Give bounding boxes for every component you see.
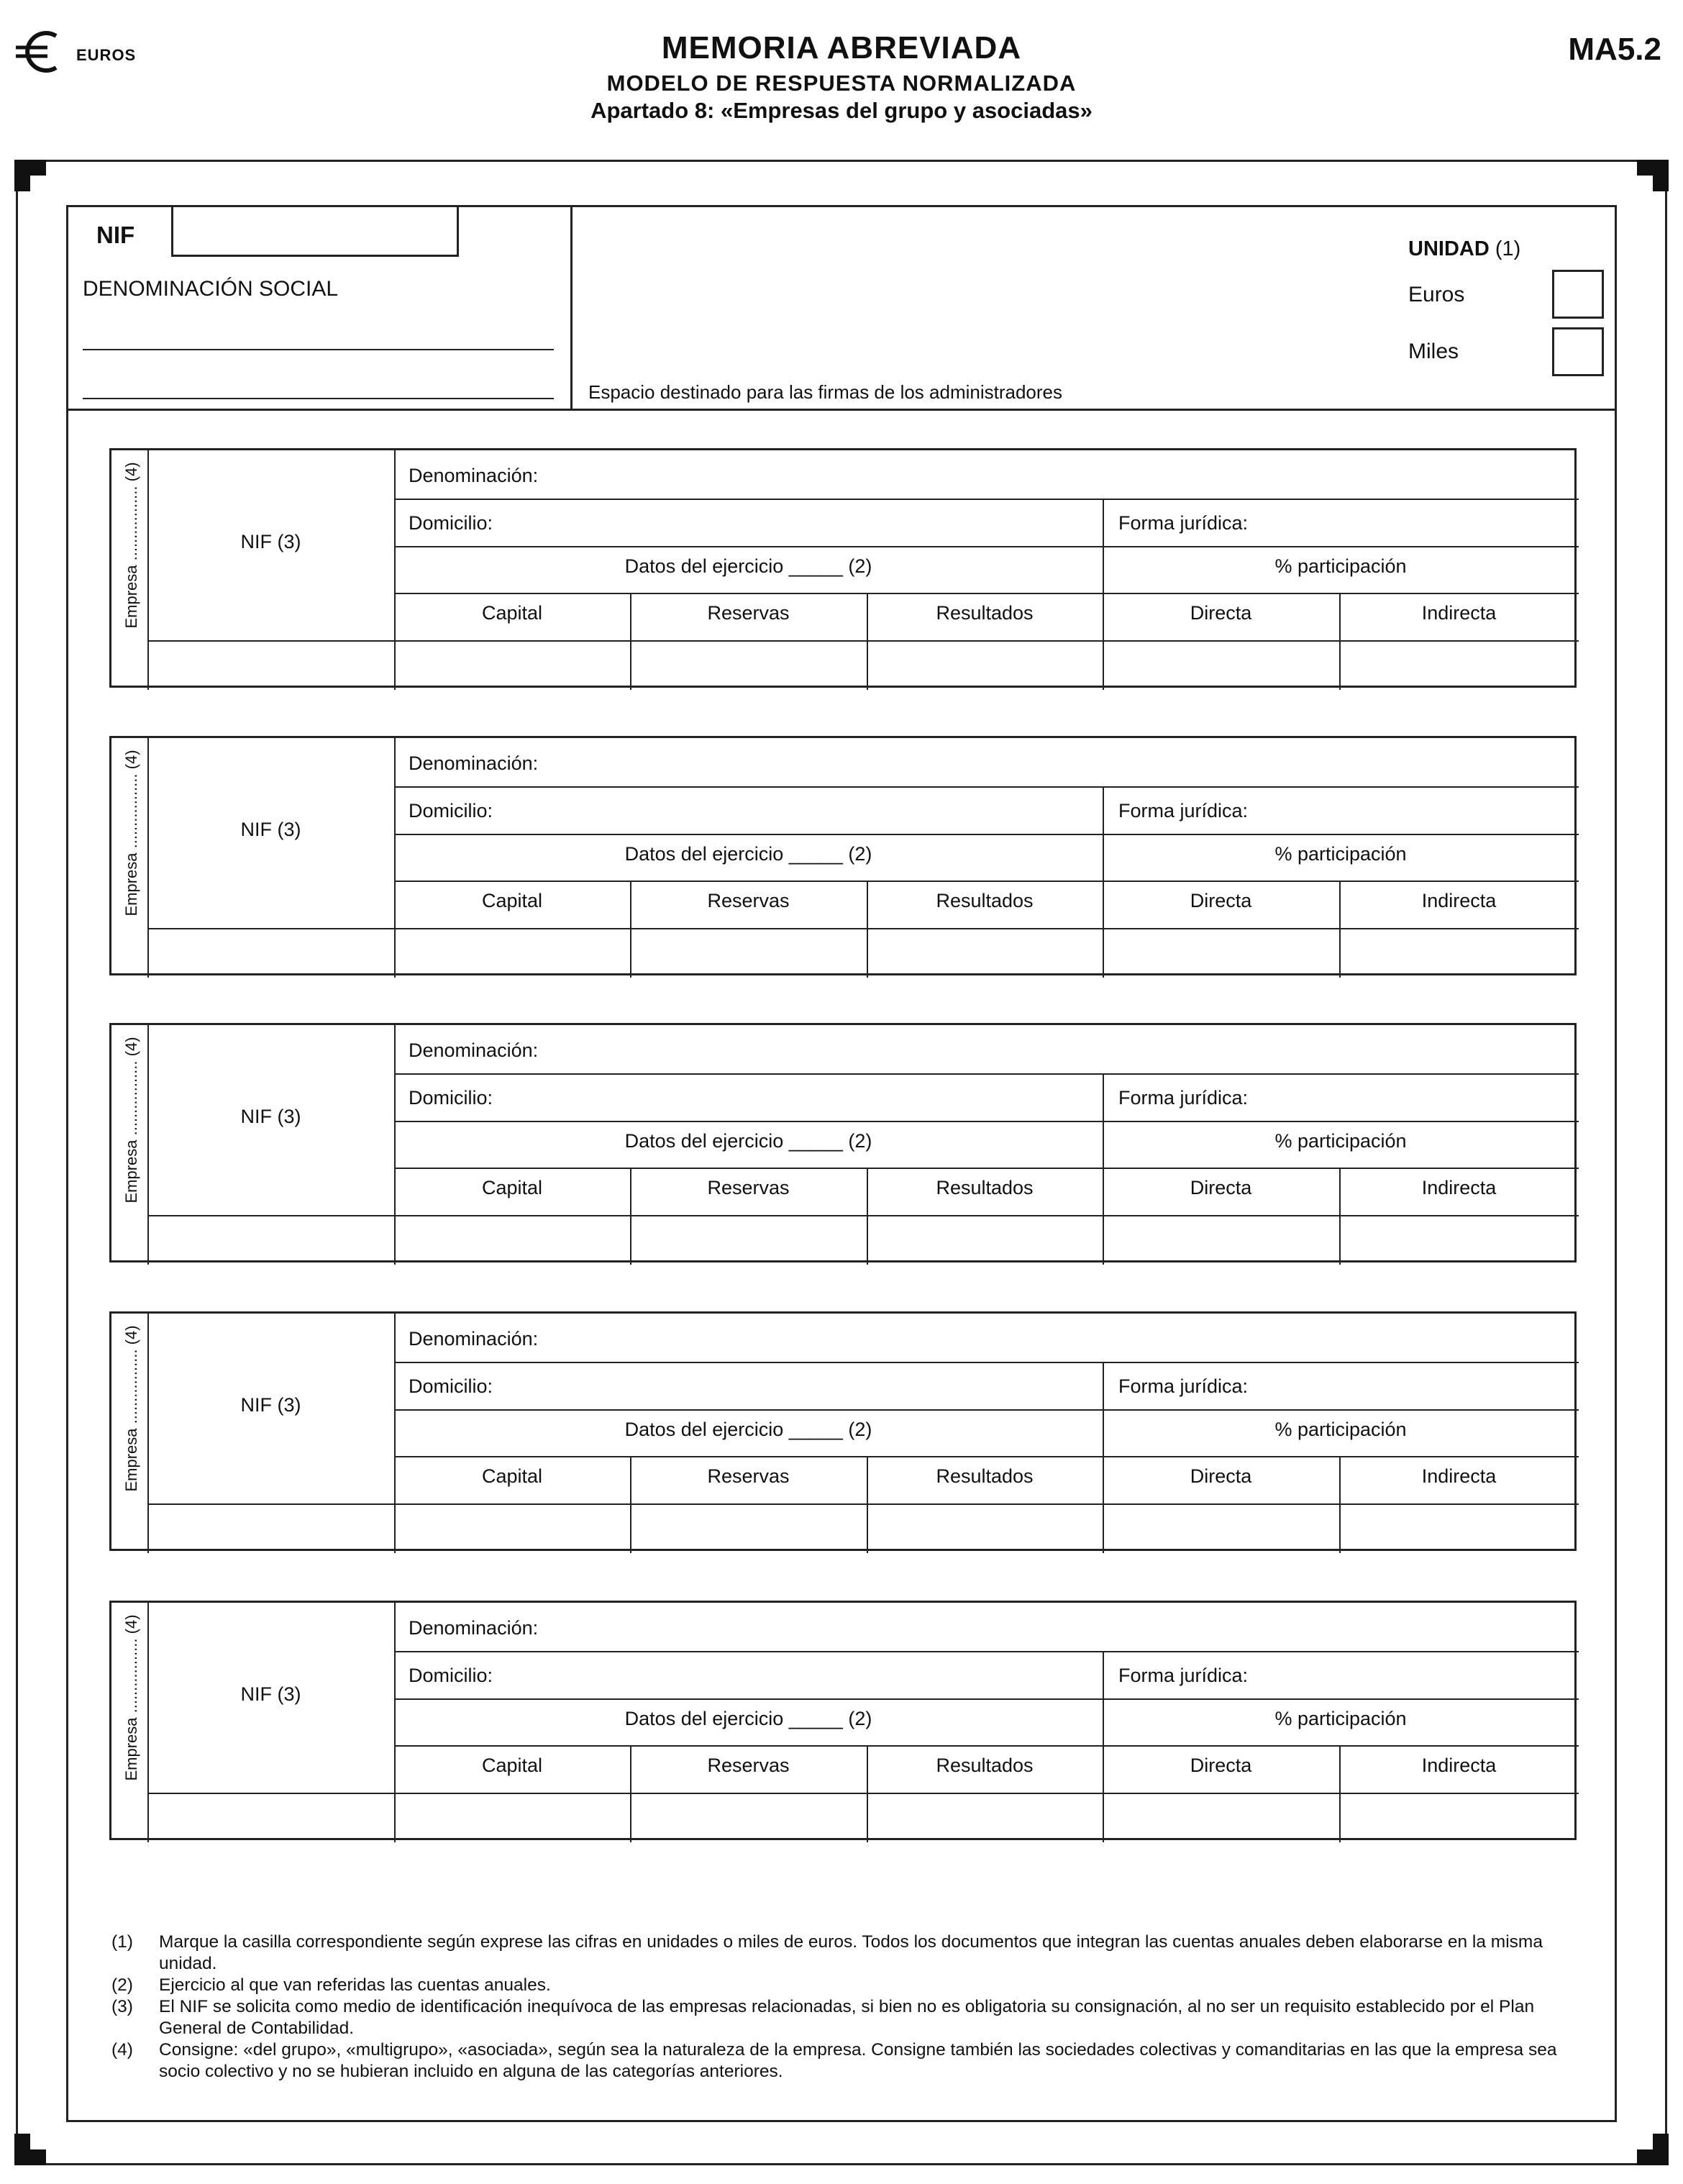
column-header: Directa — [1190, 1755, 1252, 1776]
participacion-label: % participación — [1274, 555, 1407, 577]
empresa-type-label — [116, 1603, 147, 1793]
unidad-label — [1408, 237, 1520, 261]
column-header: Directa — [1190, 1177, 1252, 1198]
divider — [66, 409, 1617, 411]
domicilio-field[interactable] — [509, 1074, 1095, 1119]
directa-field[interactable] — [1105, 1796, 1336, 1840]
form-code: MA5.2 — [1568, 32, 1661, 67]
reservas-field[interactable] — [633, 1218, 864, 1262]
column-header: Indirecta — [1421, 890, 1497, 911]
denominacion-social-label: DENOMINACIÓN SOCIAL — [83, 277, 339, 301]
column-header: Capital — [481, 1465, 543, 1487]
company-block — [109, 1601, 1577, 1840]
forma-juridica-field[interactable] — [1268, 1362, 1572, 1407]
column-header: Directa — [1190, 890, 1252, 911]
datos-ejercicio-label: Datos del ejercicio _____ (2) — [624, 1130, 872, 1152]
company-nif-label: NIF (3) — [240, 1394, 301, 1416]
directa-field[interactable] — [1105, 931, 1336, 975]
participacion-label: % participación — [1274, 843, 1407, 865]
indirecta-field[interactable] — [1342, 1506, 1576, 1551]
column-header: Capital — [481, 602, 543, 624]
registration-mark-icon — [1637, 2134, 1669, 2165]
empresa-divider — [147, 450, 149, 690]
company-nif-label: NIF (3) — [240, 1683, 301, 1705]
reservas-field[interactable] — [633, 1506, 864, 1551]
column-header: Resultados — [936, 890, 1034, 911]
domicilio-label: Domicilio: — [409, 1665, 493, 1686]
firmas-label: Espacio destinado para las firmas de los administradores — [588, 381, 1063, 403]
footnote — [111, 1996, 1579, 2039]
currency-label: EUROS — [76, 46, 137, 64]
forma-juridica-label: Forma jurídica: — [1118, 512, 1249, 534]
company-block — [109, 448, 1577, 688]
column-header: Reservas — [707, 890, 790, 911]
company-nif-label: NIF (3) — [240, 819, 301, 840]
empresa-type-label — [116, 1025, 147, 1215]
footnote-number: (3) — [111, 1997, 133, 2016]
company-nif-label: NIF (3) — [240, 531, 301, 552]
column-header: Indirecta — [1421, 1755, 1497, 1776]
divider — [570, 205, 573, 410]
company-block — [109, 1311, 1577, 1551]
empresa-label: Empresa ................. (4) — [122, 1614, 140, 1781]
data-row-top — [147, 1503, 1579, 1505]
forma-juridica-field[interactable] — [1268, 787, 1572, 832]
datos-ejercicio-label: Datos del ejercicio _____ (2) — [624, 1708, 872, 1729]
domicilio-field[interactable] — [509, 787, 1095, 832]
column-header: Capital — [481, 890, 543, 911]
section-divider — [1103, 1362, 1104, 1553]
company-nif-field[interactable] — [150, 643, 391, 688]
empresa-divider — [147, 1603, 149, 1842]
empresa-label: Empresa ................. (4) — [122, 1037, 140, 1204]
capital-field[interactable] — [397, 931, 627, 975]
domicilio-field[interactable] — [509, 1362, 1095, 1407]
column-header: Directa — [1190, 1465, 1252, 1487]
forma-juridica-label: Forma jurídica: — [1118, 1087, 1249, 1109]
denominacion-social-line-2[interactable] — [83, 398, 554, 399]
registration-mark-icon — [14, 160, 46, 191]
datos-ejercicio-label: Datos del ejercicio _____ (2) — [624, 843, 872, 865]
section-divider — [1103, 499, 1104, 690]
reservas-field[interactable] — [633, 931, 864, 975]
grid-line — [394, 881, 1579, 882]
denominacion-label: Denominación: — [409, 752, 539, 774]
section-title: Apartado 8: «Empresas del grupo y asociadas» — [590, 98, 1093, 123]
directa-field[interactable] — [1105, 643, 1336, 688]
column-header: Indirecta — [1421, 1465, 1497, 1487]
empresa-label: Empresa ................. (4) — [122, 462, 140, 629]
empresa-divider — [147, 1025, 149, 1265]
denominacion-field[interactable] — [538, 1027, 1095, 1071]
domicilio-label: Domicilio: — [409, 800, 493, 822]
empresa-type-label — [116, 738, 147, 928]
grid-line — [394, 1121, 1579, 1122]
denominacion-social-line-1[interactable] — [83, 349, 554, 350]
nif-field[interactable] — [171, 205, 459, 257]
denominacion-label: Denominación: — [409, 465, 539, 486]
unidad-title: UNIDAD — [1408, 237, 1490, 260]
column-header: Resultados — [936, 1177, 1034, 1198]
footnote — [111, 1975, 1579, 1996]
column-header: Capital — [481, 1755, 543, 1776]
denominacion-field[interactable] — [538, 1315, 1095, 1360]
domicilio-field[interactable] — [509, 1652, 1095, 1696]
unidad-ref: (1) — [1495, 237, 1521, 260]
denominacion-label: Denominación: — [409, 1328, 539, 1350]
data-row-top — [147, 928, 1579, 929]
domicilio-label: Domicilio: — [409, 1087, 493, 1109]
indirecta-field[interactable] — [1342, 931, 1576, 975]
footnote — [111, 2039, 1579, 2083]
empresa-label: Empresa ................. (4) — [122, 1325, 140, 1492]
grid-line — [394, 1698, 1579, 1700]
footnote-text: Ejercicio al que van referidas las cuentas anuales. — [159, 1975, 551, 1995]
registration-mark-icon — [1637, 160, 1669, 191]
footnote-number: (1) — [111, 1932, 133, 1952]
datos-ejercicio-label: Datos del ejercicio _____ (2) — [624, 555, 872, 577]
nif-label: NIF — [96, 222, 135, 248]
company-block — [109, 736, 1577, 975]
capital-field[interactable] — [397, 1796, 627, 1840]
column-header: Indirecta — [1421, 602, 1497, 624]
grid-line — [394, 1409, 1579, 1411]
footnotes — [111, 1932, 1579, 2083]
denominacion-label: Denominación: — [409, 1617, 539, 1639]
grid-line — [394, 1456, 1579, 1457]
grid-line — [394, 834, 1579, 835]
forma-juridica-field[interactable] — [1268, 499, 1572, 544]
domicilio-label: Domicilio: — [409, 512, 493, 534]
column-header: Reservas — [707, 1755, 790, 1776]
data-row-top — [147, 1215, 1579, 1216]
footnote-number: (2) — [111, 1975, 133, 1995]
unit-checkbox-miles[interactable] — [1552, 327, 1604, 376]
capital-field[interactable] — [397, 643, 627, 688]
unit-option-euros: Euros — [1408, 283, 1465, 306]
denominacion-label: Denominación: — [409, 1039, 539, 1061]
indirecta-field[interactable] — [1342, 1796, 1576, 1840]
participacion-label: % participación — [1274, 1419, 1407, 1440]
column-header: Directa — [1190, 602, 1252, 624]
company-nif-field[interactable] — [150, 1506, 391, 1551]
domicilio-field[interactable] — [509, 499, 1095, 544]
column-header: Capital — [481, 1177, 543, 1198]
reservas-field[interactable] — [633, 643, 864, 688]
capital-field[interactable] — [397, 1506, 627, 1551]
resultados-field[interactable] — [870, 1796, 1100, 1840]
indirecta-field[interactable] — [1342, 643, 1576, 688]
grid-line — [394, 1168, 1579, 1169]
empresa-divider — [147, 1314, 149, 1553]
company-nif-label: NIF (3) — [240, 1106, 301, 1127]
forma-juridica-label: Forma jurídica: — [1118, 800, 1249, 822]
denominacion-field[interactable] — [538, 740, 1095, 784]
registration-mark-icon — [14, 2134, 46, 2165]
company-nif-field[interactable] — [150, 1796, 391, 1840]
unit-option-miles: Miles — [1408, 340, 1459, 363]
column-header: Resultados — [936, 1465, 1034, 1487]
column-header: Reservas — [707, 602, 790, 624]
forma-juridica-field[interactable] — [1268, 1652, 1572, 1696]
grid-line — [394, 1745, 1579, 1747]
denominacion-field[interactable] — [538, 452, 1095, 496]
capital-field[interactable] — [397, 1218, 627, 1262]
column-header: Indirecta — [1421, 1177, 1497, 1198]
indirecta-field[interactable] — [1342, 1218, 1576, 1262]
footnote-text: El NIF se solicita como medio de identificación inequívoca de las empresas relacionadas, si bien no es obligatoria su consignación, al no ser un requisito establecido por el Plan General de Contabilidad. — [159, 1997, 1535, 2038]
page-subtitle: MODELO DE RESPUESTA NORMALIZADA — [606, 70, 1077, 96]
company-nif-field[interactable] — [150, 1218, 391, 1262]
directa-field[interactable] — [1105, 1218, 1336, 1262]
forma-juridica-label: Forma jurídica: — [1118, 1665, 1249, 1686]
forma-juridica-field[interactable] — [1268, 1074, 1572, 1119]
empresa-divider — [147, 738, 149, 978]
section-divider — [1103, 786, 1104, 978]
column-header: Resultados — [936, 1755, 1034, 1776]
directa-field[interactable] — [1105, 1506, 1336, 1551]
reservas-field[interactable] — [633, 1796, 864, 1840]
grid-line — [394, 546, 1579, 547]
participacion-label: % participación — [1274, 1708, 1407, 1729]
resultados-field[interactable] — [870, 931, 1100, 975]
resultados-field[interactable] — [870, 1506, 1100, 1551]
resultados-field[interactable] — [870, 643, 1100, 688]
column-header: Reservas — [707, 1465, 790, 1487]
resultados-field[interactable] — [870, 1218, 1100, 1262]
footnote-number: (4) — [111, 2040, 133, 2060]
empresa-type-label — [116, 1314, 147, 1503]
data-row-top — [147, 1793, 1579, 1794]
data-row-top — [147, 640, 1579, 642]
section-divider — [1103, 1651, 1104, 1842]
column-header: Reservas — [707, 1177, 790, 1198]
section-divider — [1103, 1073, 1104, 1265]
forma-juridica-label: Forma jurídica: — [1118, 1375, 1249, 1397]
company-nif-field[interactable] — [150, 931, 391, 975]
footnote-text: Consigne: «del grupo», «multigrupo», «asociada», según sea la naturaleza de la empresa. Consigne también las sociedades colectivas y comanditarias en las que la empresa sea socio colectivo y no se hubieran incluido en alguna de las categorías anteriores. — [159, 2040, 1557, 2081]
datos-ejercicio-label: Datos del ejercicio _____ (2) — [624, 1419, 872, 1440]
company-block — [109, 1023, 1577, 1262]
domicilio-label: Domicilio: — [409, 1375, 493, 1397]
denominacion-field[interactable] — [538, 1604, 1095, 1649]
page-title: MEMORIA ABREVIADA — [661, 30, 1022, 65]
footnote — [111, 1932, 1579, 1975]
participacion-label: % participación — [1274, 1130, 1407, 1152]
empresa-label: Empresa ................. (4) — [122, 750, 140, 916]
footnote-text: Marque la casilla correspondiente según exprese las cifras en unidades o miles de euros. Todos los documentos que integran las cuentas anuales deben elaborarse en la misma unidad. — [159, 1932, 1543, 1973]
empresa-type-label — [116, 450, 147, 640]
column-header: Resultados — [936, 602, 1034, 624]
unit-checkbox-euros[interactable] — [1552, 270, 1604, 319]
grid-line — [394, 593, 1579, 594]
